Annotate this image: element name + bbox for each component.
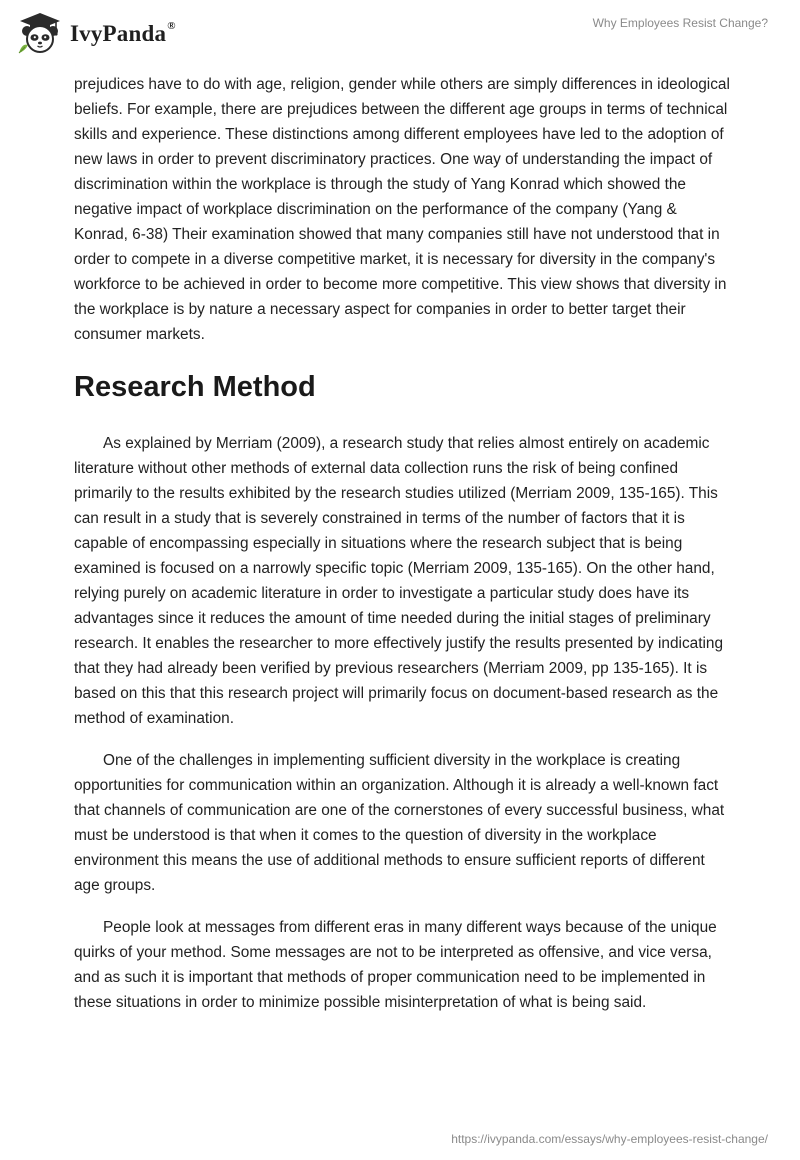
brand-name-text: IvyPanda [70, 21, 167, 46]
intro-paragraph: prejudices have to do with age, religion, gender while others are simply differences in ideological beliefs. For example, there are prejudices between the different age groups in terms of technical skills and experience. These distinctions among different employees have led to the adoption of new laws in order to prevent discriminatory practices. One way of understanding the impact of discrimination within the workplace is through the study of Yang Konrad which showed the negative impact of workplace discrimination on the performance of the company (Yang & Konrad, 6-38) Their examination showed that many companies still have not understood that in order to compete in a diverse competitive market, it is necessary for diversity in the company's workforce to be achieved in order to become more competitive. This view shows that diversity in the workplace is by nature a necessary aspect for companies in order to better target their consumer markets. [74, 76, 730, 343]
document-title: Why Employees Resist Change? [592, 16, 768, 30]
body-paragraph: As explained by Merriam (2009), a research study that relies almost entirely on academic literature without other methods of external data collection runs the risk of being confined primarily to the results exhibited by the research studies utilized (Merriam 2009, 135-165). This can result in a study that is severely constrained in terms of the number of factors that it is capable of encompassing especially in situations where the research subject that is being examined is focused on a narrowly specific topic (Merriam 2009, 135-165). On the other hand, relying purely on academic literature in order to investigate a particular study does have its advantages since it reduces the amount of time needed during the initial stages of preliminary research. It enables the researcher to more effectively justify the results presented by indicating that they had already been verified by previous researchers (Merriam 2009, pp 135-165). It is based on this that this research project will primarily focus on document-based research as the method of examination. [74, 435, 724, 727]
brand-name [70, 21, 176, 47]
essay-content [74, 72, 730, 1015]
page-header [0, 0, 800, 70]
body-paragraph: One of the challenges in implementing sufficient diversity in the workplace is creating opportunities for communication within an organization. Although it is already a well-known fact that channels of communication are one of the cornerstones of every successful business, what must be understood is that when it comes to the question of diversity in the workplace environment this means the use of additional methods to ensure sufficient reports of different age groups. [74, 752, 725, 894]
section-heading: Research Method [74, 371, 316, 403]
panda-graduate-icon [16, 9, 64, 57]
source-url[interactable]: https://ivypanda.com/essays/why-employees-resist-change/ [451, 1132, 768, 1146]
registered-mark: ® [167, 20, 176, 33]
body-paragraph: People look at messages from different eras in many different ways because of the unique quirks of your method. Some messages are not to be interpreted as offensive, and vice versa, and as such it is important that methods of proper communication need to be implemented in these situations in order to minimize possible misinterpretation of what is being said. [74, 919, 717, 1011]
ivypanda-logo[interactable] [16, 8, 176, 58]
